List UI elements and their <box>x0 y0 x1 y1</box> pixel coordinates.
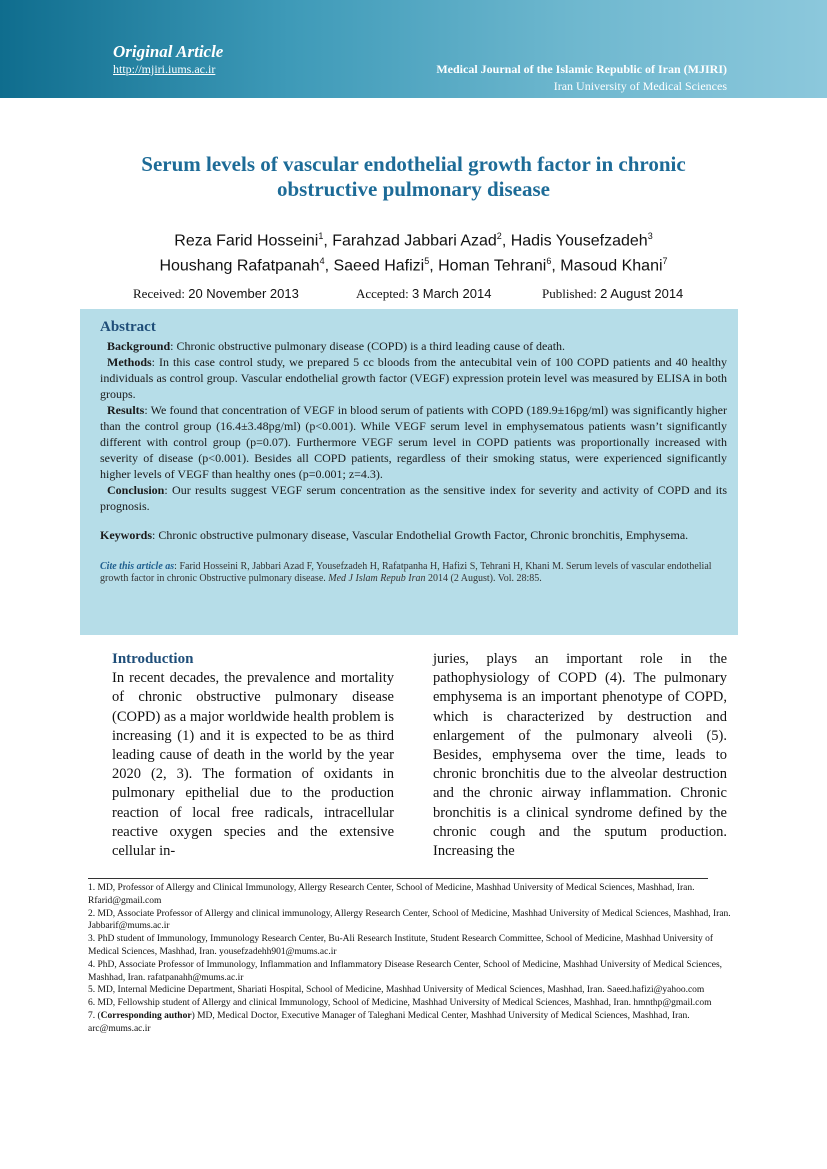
journal-name: Medical Journal of the Islamic Republic of Iran (MJIRI) <box>436 62 727 76</box>
citation-volume: 2014 (2 August). Vol. 28:85. <box>427 573 542 584</box>
footnote-item: 5. MD, Internal Medicine Department, Shariati Hospital, School of Medicine, Mashhad University of Medical Sciences, Mashhad, Iran. Saeed.hafizi@yahoo.com <box>88 985 705 996</box>
abstract-conclusion <box>100 482 727 514</box>
received-date <box>133 286 299 302</box>
author-name: Reza Farid Hosseini <box>174 232 319 250</box>
author-name: Houshang Rafatpanah <box>159 257 320 275</box>
accepted-date <box>356 286 491 302</box>
citation <box>100 561 727 585</box>
author-affiliation: 4 <box>319 256 325 267</box>
footnotes <box>88 882 738 1036</box>
article-title <box>100 152 727 202</box>
footnote-divider <box>88 878 708 879</box>
footnote-item: 4. PhD, Associate Professor of Immunology, Inflammation and Inflammatory Disease Research Center, School of Medicine, Mashhad University of Medical Sciences, Mashhad, Iran. rafatpanahh@mums.ac.ir <box>88 959 723 983</box>
published-date <box>542 286 683 302</box>
author-affiliation: 1 <box>318 231 324 241</box>
accepted-value: 3 March 2014 <box>411 286 492 301</box>
introduction-text-right: juries, plays an important role in the pathophysiology of COPD (4). The pulmonary emphysema is an important phenotype of COPD, which is characterized by destruction and enlargement of the pulmonary alveoli (5). Besides, emphysema over the time, leads to chronic bronchitis due to the alveolar destruction and the chronic airway inflammation. Chronic bronchitis is a clinical syndrome defined by the chronic cough and the sputum production. Increasing the <box>433 651 727 860</box>
corresponding-author-label: Corresponding author <box>100 1010 192 1021</box>
author-name: Masoud Khani <box>560 257 663 275</box>
introduction-heading: Introduction <box>112 651 194 667</box>
citation-text: : Farid Hosseini R, Jabbari Azad F, Yousefzadeh H, Rafatpanha H, Hafizi S, Tehrani H, Khani M. Serum levels of vascular endothelial growth factor in chronic Obstructive pulmonary disease. <box>100 561 712 584</box>
footnote-item: 6. MD, Fellowship student of Allergy and clinical Immunology, School of Medicine, Mashhad University of Medical Sciences, Mashhad, Iran. hmnthp@gmail.com <box>88 998 712 1009</box>
author-name: Homan Tehrani <box>438 257 547 275</box>
author-separator: , <box>324 257 334 275</box>
background-text: : Chronic obstructive pulmonary disease (COPD) is a third leading cause of death. <box>170 339 566 353</box>
title-line-1: Serum levels of vascular endothelial growth factor in chronic <box>141 152 686 176</box>
author-separator: , <box>551 257 561 275</box>
footnote-item: 2. MD, Associate Professor of Allergy and clinical immunology, Allergy Research Center, School of Medicine, Mashhad University of Medical Sciences, Mashhad, Iran. Jabbarif@mums.ac.ir <box>88 908 731 932</box>
author-name: Saeed Hafizi <box>333 257 425 275</box>
author-name: Farahzad Jabbari Azad <box>332 232 497 250</box>
accepted-label: Accepted: <box>356 286 409 301</box>
author-name: Hadis Yousefzadeh <box>510 232 648 250</box>
abstract-keywords <box>100 527 727 543</box>
author-separator: , <box>429 257 439 275</box>
methods-label: Methods <box>107 355 152 369</box>
footnote-item: 1. MD, Professor of Allergy and Clinical Immunology, Allergy Research Center, School of Medicine, Mashhad University of Medical Sciences, Mashhad, Iran. Rfarid@gmail.com <box>88 883 695 906</box>
footnote-number: 7. ( <box>88 1010 101 1021</box>
author-line-1 <box>100 226 727 251</box>
footnote-text: ) MD, Medical Doctor, Executive Manager of Taleghani Medical Center, Mashhad University of Medical Sciences, Mashhad, Iran. arc@mums.ac.ir <box>88 1010 690 1034</box>
author-line-2 <box>100 251 727 276</box>
footnote-corresponding <box>88 1010 738 1036</box>
author-affiliation: 6 <box>546 256 552 267</box>
introduction-text-left: In recent decades, the prevalence and mortality of chronic obstructive pulmonary disease (COPD) as a major worldwide health problem is increasing (1) and it is expected to be as third leading cause of death in the world by the year 2020 (2, 3). The formation of oxidants in pulmonary epithelial due to the production reaction of local free radicals, intracellular reactive oxygen species and the extensive cellular in- <box>112 670 394 860</box>
conclusion-text: : Our results suggest VEGF serum concentration as the sensitive index for severity and activity of COPD and its prognosis. <box>100 483 727 513</box>
author-separator: , <box>323 232 333 250</box>
background-label: Background <box>107 339 171 353</box>
article-type-label: Original Article <box>113 42 224 61</box>
abstract-background <box>100 338 727 354</box>
body-column-left <box>112 650 394 861</box>
author-affiliation: 3 <box>647 231 653 241</box>
journal-header-band <box>0 0 827 98</box>
keywords-label: Keywords <box>100 528 152 542</box>
conclusion-label: Conclusion <box>107 483 165 497</box>
published-value: 2 August 2014 <box>600 286 684 301</box>
author-separator: , <box>501 232 511 250</box>
citation-journal: Med J Islam Repub Iran <box>328 573 426 584</box>
author-list <box>100 226 727 277</box>
abstract-results <box>100 402 727 482</box>
author-affiliation: 7 <box>662 256 668 267</box>
abstract-box <box>80 309 738 635</box>
abstract-methods <box>100 354 727 402</box>
footnote-item: 3. PhD student of Immunology, Immunology Research Center, Bu-Ali Research Institute, Student Research Committee, School of Medicine, Mashhad University of Medical Sciences, Mashhad, Iran. yousefzadehh901@mums.ac.ir <box>88 934 714 957</box>
results-label: Results <box>107 403 145 417</box>
received-value: 20 November 2013 <box>188 286 299 301</box>
abstract-heading: Abstract <box>100 319 156 335</box>
author-affiliation: 2 <box>496 231 502 241</box>
received-label: Received: <box>133 286 185 301</box>
published-label: Published: <box>542 286 597 301</box>
journal-url-link[interactable]: http://mjiri.iums.ac.ir <box>113 62 216 76</box>
keywords-text: : Chronic obstructive pulmonary disease, Vascular Endothelial Growth Factor, Chronic bronchitis, Emphysema. <box>152 528 689 542</box>
citation-label: Cite this article as <box>100 561 175 572</box>
methods-text: : In this case control study, we prepared 5 cc bloods from the antecubital vein of 100 COPD patients and 40 healthy individuals as control group. Vascular endothelial growth factor (VEGF) expression protein level was measured by ELISA in both groups. <box>100 355 727 401</box>
university-name: Iran University of Medical Sciences <box>553 79 727 93</box>
title-line-2: obstructive pulmonary disease <box>277 177 550 201</box>
author-affiliation: 5 <box>424 256 430 267</box>
body-column-right <box>433 650 727 861</box>
results-text: : We found that concentration of VEGF in blood serum of patients with COPD (189.9±16pg/ml) was significantly higher than the control group (16.4±3.48pg/ml) (p<0.001). While VEGF serum level in emphysematous patients wasn’t significantly different with control group (p=0.07). Furthermore VEGF serum level in COPD patients was proportionally increased with severity of disease (p<0.001). Besides all COPD patients, regardless of their smoking status, were experienced significantly higher levels of VEGF than healthy ones (p=0.001; z=4.3). <box>100 403 727 481</box>
